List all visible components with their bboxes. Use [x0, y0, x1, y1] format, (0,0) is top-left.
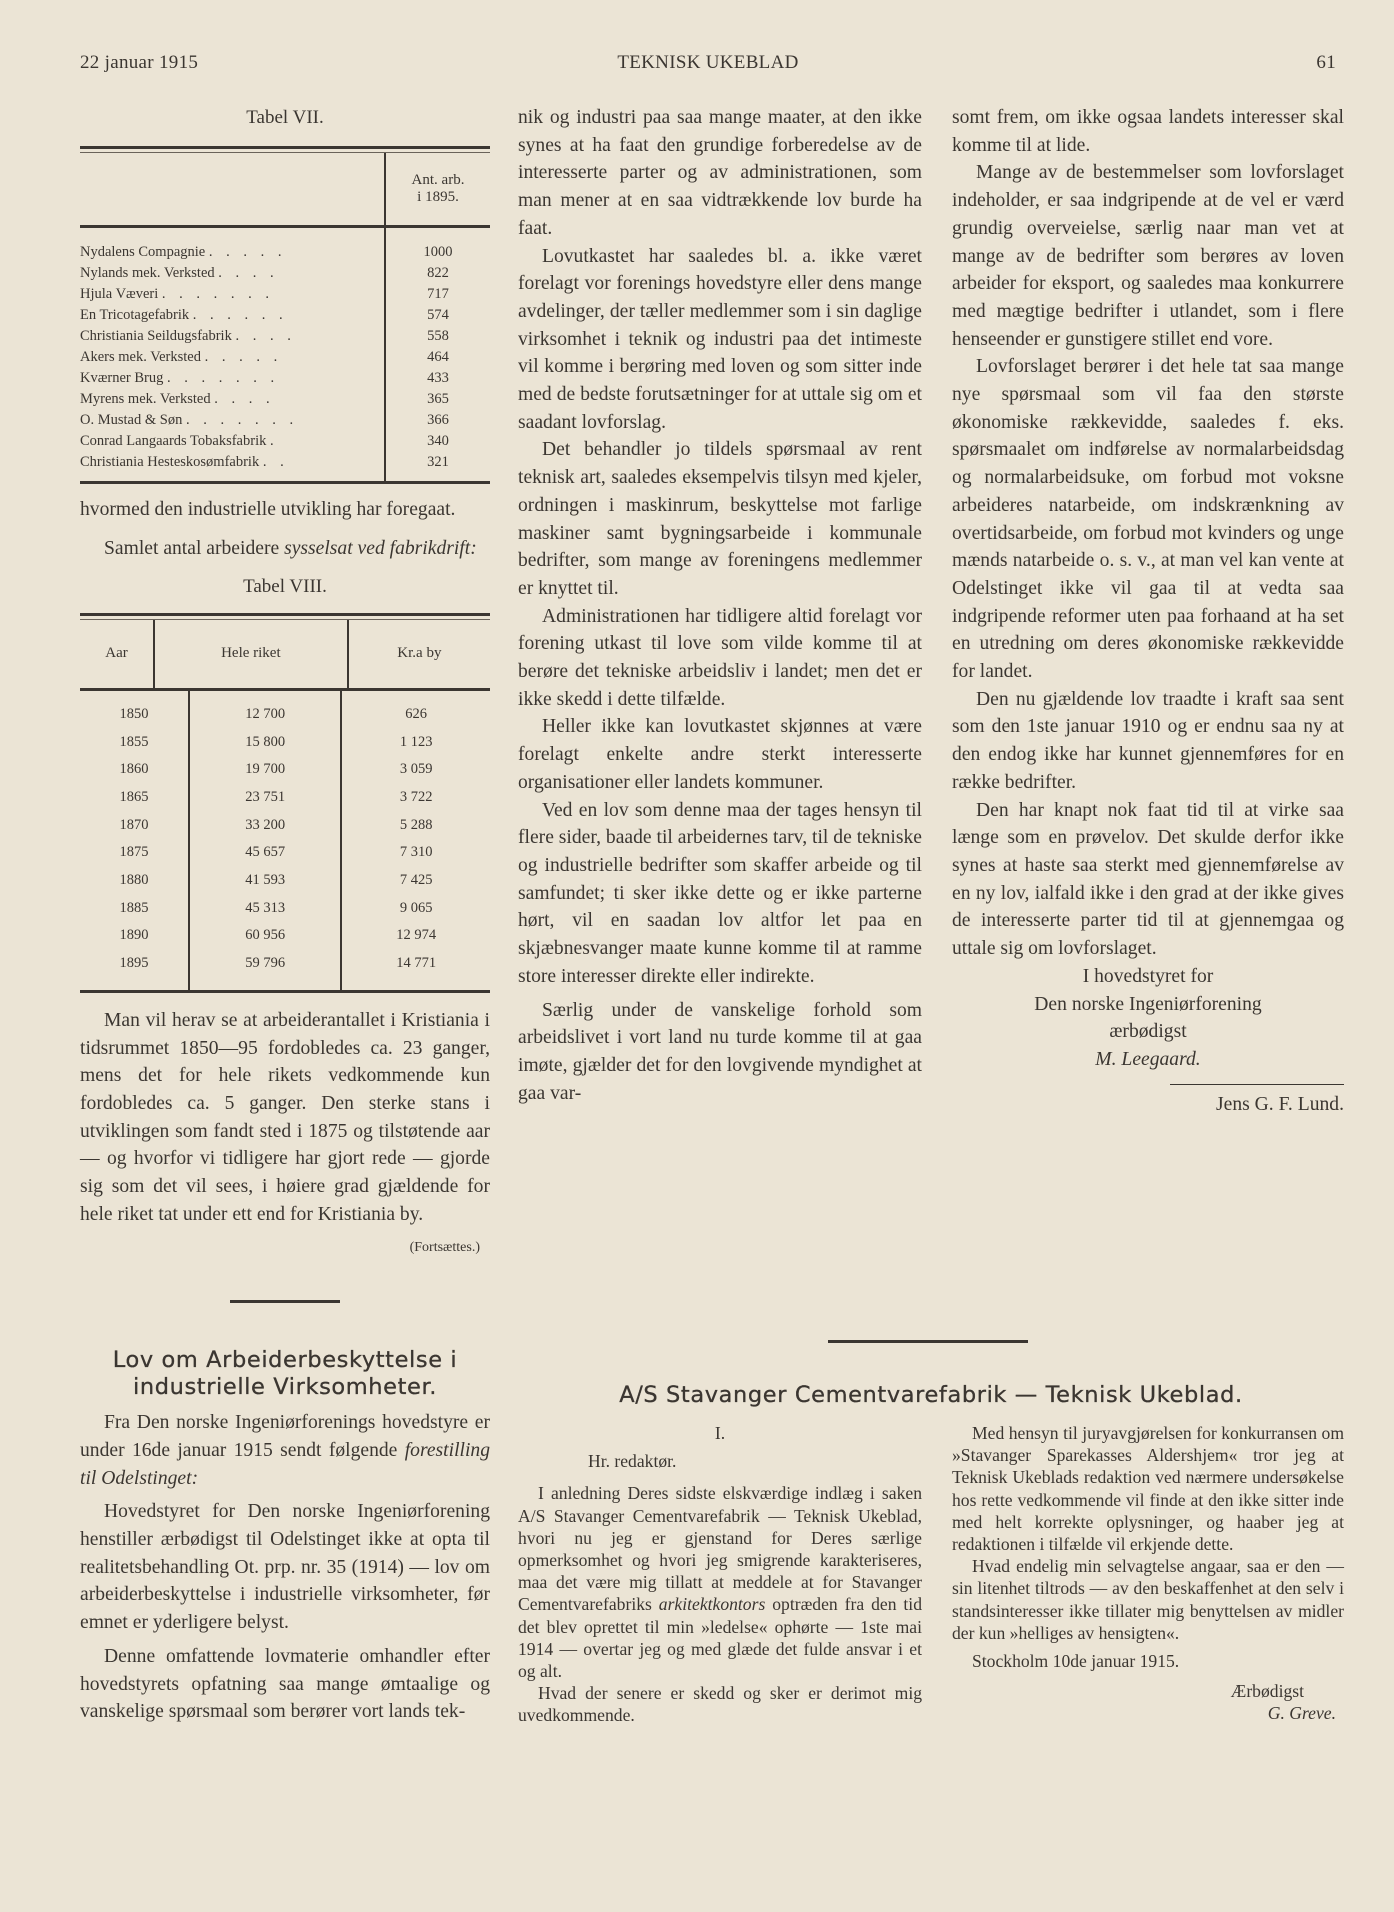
table-row: Hjula Væveri . . . . . . . 717 [80, 284, 490, 305]
table-row: Nydalens Compagnie . . . . . 1000 [80, 242, 490, 263]
paragraph: Administrationen har tidligere altid forelagt vor forening utkast til love som vilde komme til at berøre det tekniske arbeidsliv i landet; men det er ikke skedd i dette tilfælde. [518, 605, 922, 710]
table-row: 1880 41 593 7 425 [80, 867, 490, 895]
column-header-whole-country: Hele riket [154, 620, 348, 688]
paragraph: Den nu gjældende lov traadte i kraft saa sent som den 1ste januar 1910 og er endnu saa ny at den endog ikke har kunnet gjennemføres for en række bedrifter. [952, 688, 1344, 793]
table-row: En Tricotagefabrik . . . . . . 574 [80, 305, 490, 326]
table-row: Akers mek. Verksted . . . . . 464 [80, 347, 490, 368]
table-7-header-row [80, 153, 490, 225]
signature-line: I hovedstyret for [1082, 965, 1214, 987]
paragraph: Lovforslaget berører i det hele tat saa mange nye spørsmaal som vil faa den største økonomiske rækkevidde, saaledes f. eks. spørsmaalet om indførelse av normalarbeidsdag og normalarbeidsuke, om forbud mot voksne arbeideres natarbeide, om indskrænkning av overtidsarbeide, om forbud mot kvinders og unge mænds natarbeide o. s. v., at man vel kan vente at Odelstinget ikke vil gaa til at vedta saa indgripende reformer uten paa forhaand at ha set en utredning om deres økonomiske rækkevidde for landet. [952, 356, 1344, 683]
table-7-top-rule [80, 146, 490, 153]
journal-title: TEKNISK UKEBLAD [617, 52, 799, 73]
column-1 [80, 104, 490, 1726]
paragraph: Særlig under de vanskelige forhold som arbeidslivet i vort land nu turde komme til at gaa imøte, gjælder det for den lovgivende myndighet at gaa var- [518, 999, 922, 1104]
section-number: I. [714, 1423, 726, 1443]
table-7 [80, 153, 490, 225]
table-row: Christiania Seildugsfabrik . . . . 558 [80, 326, 490, 347]
paragraph: Lovutkastet har saaledes bl. a. ikke været forelagt vor forenings hovedstyre eller dens mange avdelinger, der tæller medlemmer som i sin daglige virksomhet i teknik og industri paa det intimeste vil komme i berøring med loven og som sitter inde med de bedste forutsætninger for at uttale sig om et saadant lovforslag. [518, 245, 922, 433]
paragraph: Ved en lov som denne maa der tages hensyn til flere sider, baade til arbeidernes tarv, til de tekniske og industrielle bedrifter som skaffer arbeide og til samfundet; ti sker ikke dette og er ikke parterne hørt, vil en saadan lov altfor let paa en skjæbnesvanger maate kunne komme til at ramme store interesser direkte eller indirekte. [518, 799, 922, 987]
table-8 [80, 620, 490, 688]
table-row: Kværner Brug . . . . . . . 433 [80, 368, 490, 389]
table-row: 1885 45 313 9 065 [80, 895, 490, 923]
signature-name: Jens G. F. Lund. [1216, 1093, 1344, 1115]
table-row: 1895 59 796 14 771 [80, 950, 490, 978]
table-7-title: Tabel VII. [246, 107, 324, 128]
paragraph: Mange av de bestemmelser som lovforslaget indeholder, er saa indgripende at de vel er værd grundig overveielse, særlig naar man vet at mange av de bedrifter som berøres av loven arbeider for eksport, og saaledes maa konkurrere med mægtige bedrifter i utlandet, som i flere henseender er gunstigere stillet end vore. [952, 162, 1344, 350]
table-8-body [80, 691, 490, 990]
signature-name: G. Greve. [1267, 1703, 1336, 1724]
table-row: 1890 60 956 12 974 [80, 922, 490, 950]
table-row: 1860 19 700 3 059 [80, 756, 490, 784]
signature-line: ærbødigst [1109, 1021, 1187, 1043]
table-row: Nylands mek. Verksted . . . . 822 [80, 263, 490, 284]
paragraph: Hvad der senere er skedd og sker er derimot mig uvedkommende. [518, 1683, 922, 1726]
table-row: 1855 15 800 1 123 [80, 729, 490, 757]
signature-name: M. Leegaard. [1095, 1048, 1201, 1070]
page-number: 61 [1316, 52, 1336, 73]
paragraph: Heller ikke kan lovutkastet skjønnes at være forelagt enkelte andre sterkt interesserte organisationer eller landets kommuner. [518, 716, 922, 793]
column-3 [952, 104, 1344, 1118]
article-headline: Lov om Arbeiderbeskyttelse i industrielle Virksomheter. [112, 1347, 458, 1401]
table-row: Conrad Langaards Tobaksfabrik . 340 [80, 431, 490, 452]
paragraph: Det behandler jo tildels spørsmaal av rent teknisk art, saaledes eksempelvis tilsyn med kjeler, ordningen i maskinrum, beskyttelse mot farlige maskiner samt bygningsarbeide i kommunale bedrifter, som mange av foreningens medlemmer er knyttet til. [518, 439, 922, 599]
table-8-title: Tabel VIII. [243, 576, 327, 598]
table-7-column-header: Ant. arb. i 1895. [385, 153, 490, 225]
table-row: O. Mustad & Søn . . . . . . . 366 [80, 410, 490, 431]
paragraph: somt frem, om ikke ogsaa landets interesser skal komme til at lide. [952, 107, 1344, 156]
table-row: 1870 33 200 5 288 [80, 812, 490, 840]
paragraph: Den har knapt nok faat tid til at virke saa længe som en prøvelov. Det skulde derfor ikke synes at haste saa sterkt med gjennemførelse av en ny lov, ialfald ikke i den grad at der ikke gives de interesserte parter tid til at gjennemgaa og uttale sig om lovforslaget. [952, 799, 1344, 960]
paragraph: Hvad endelig min selvagtelse angaar, saa er den — sin litenhet tiltrods — av den beskaffenhet at den selv i standsinteresser ikke tillater mig benyttelsen av midler der kun »helliges av hensigten«. [952, 1556, 1344, 1643]
paragraph: Samlet antal arbeidere sysselsat ved fabrikdrift: [104, 538, 477, 560]
paragraph: I anledning Deres sidste elskværdige indlæg i saken A/S Stavanger Cementvarefabrik — Teknisk Ukeblad, hvori nu jeg er gjenstand for Deres særlige opmerksomhet og hvori jeg smigrende karakteriseres, maa det være mig tillatt at meddele at for Stavanger Cementvarefabriks arkitektkontors optræden fra den tid det blev oprettet til min »ledelse« ophørte — 1ste mai 1914 — overtar jeg og med glæde det fulde ansvar i et og alt. [518, 1483, 922, 1682]
section-divider [828, 1340, 1028, 1343]
column-2 [518, 104, 922, 1107]
column-header-kristiania: Kr.a by [348, 620, 490, 688]
paragraph: Fra Den norske Ingeniørforenings hovedstyre er under 16de januar 1915 sendt følgende forestilling til Odelstinget: [80, 1412, 490, 1489]
article-headline: A/S Stavanger Cementvarefabrik — Teknisk Ukeblad. [619, 1382, 1243, 1408]
closing: Ærbødigst [1230, 1681, 1304, 1702]
paragraph: Hovedstyret for Den norske Ingeniørforening henstiller ærbødigst til Odelstinget ikke at opta til realitetsbehandling Ot. prp. nr. 35 (1914) — lov om arbeiderbeskyttelse i industrielle virksomheter, før emnet er yderligere belyst. [80, 1501, 490, 1634]
table-row: 1850 12 700 626 [80, 701, 490, 729]
table-row: 1875 45 657 7 310 [80, 839, 490, 867]
table-7-body [80, 228, 490, 481]
table-row: 1865 23 751 3 722 [80, 784, 490, 812]
paragraph: nik og industri paa saa mange maater, at den ikke synes at ha faat den grundige forberedelse av de interesserte parter og av administrationen, som man mener at en saa vidtrækkende lov burde ha faat. [518, 107, 922, 239]
paragraph: Denne omfattende lovmaterie omhandler efter hovedstyrets opfatning saa mange ømtaalige og vanskelige spørsmaal som berører vort lands tek- [80, 1645, 490, 1723]
issue-date: 22 januar 1915 [80, 52, 199, 73]
column-header-year: Aar [105, 644, 128, 661]
paragraph: Med hensyn til juryavgjørelsen for konkurransen om »Stavanger Sparekasses Aldershjem« tror jeg at Teknisk Ukeblads redaktion ved nærmere undersøkelse hos rette vedkommende vil finde at den ikke sitter inde med helt korrekte oplysninger, og haaber jeg at redaktionen i tilfælde vil erkjende dette. [952, 1423, 1344, 1555]
continued-note: (Fortsættes.) [409, 1240, 480, 1256]
table-8-header-row [80, 620, 490, 688]
paragraph: hvormed den industrielle utvikling har foregaat. [80, 498, 456, 520]
table-8-top-rule [80, 613, 490, 620]
table-row: Christiania Hesteskosømfabrik . . 321 [80, 452, 490, 473]
place-date: Stockholm 10de januar 1915. [972, 1651, 1180, 1672]
article-3-column-b [952, 1422, 1344, 1725]
signature-line: Den norske Ingeniørforening [1034, 993, 1262, 1015]
running-header [80, 52, 1336, 82]
salutation: Hr. redaktør. [588, 1451, 677, 1472]
article-3-column-a [518, 1422, 922, 1727]
paragraph: Man vil herav se at arbeiderantallet i Kristiania i tidsrummet 1850—95 fordobledes ca. 23 ganger, mens det for hele rikets vedkommende kun fordobledes ca. 5 ganger. Den sterke stans i utviklingen som fandt sted i 1875 og tilstøtende aar — og hvorfor vi tidligere har gjort rede — gjorde sig som det vil sees, i høiere grad gjældende for hele riket tat under ett end for Kristiania by. [80, 1009, 490, 1225]
table-row: Myrens mek. Verksted . . . . 365 [80, 389, 490, 410]
